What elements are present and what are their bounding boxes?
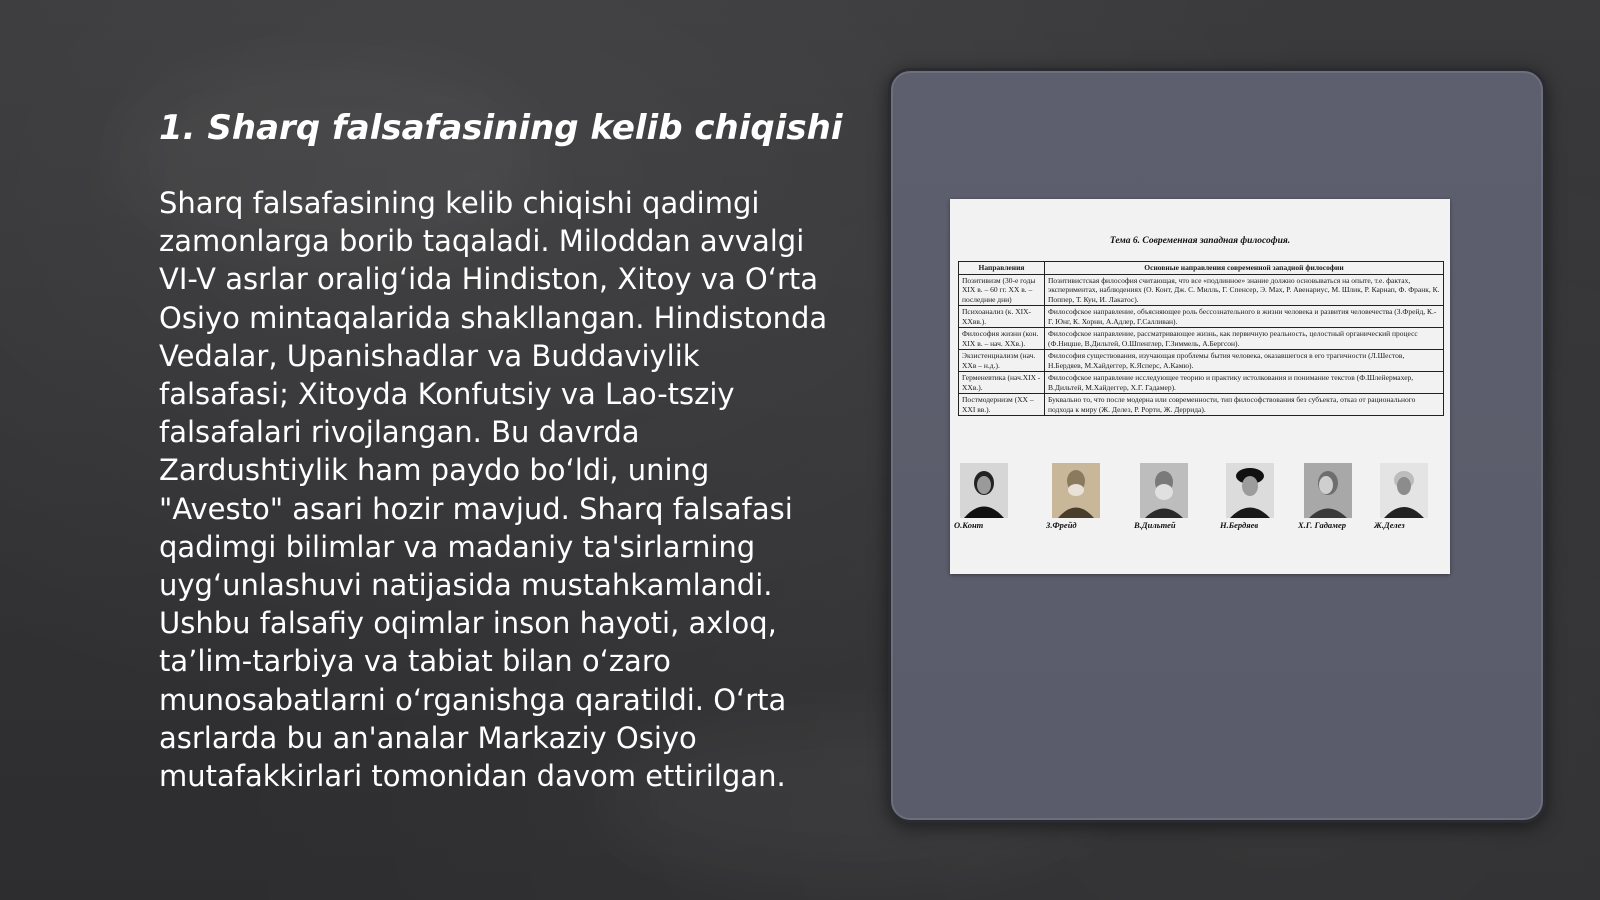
table-header: Направления <box>959 262 1045 275</box>
portrait-photo-icon <box>1304 463 1352 518</box>
portrait-caption: Н.Бердяев <box>1220 520 1259 530</box>
portrait <box>1046 463 1112 533</box>
table-cell-description: Философское направление, рассматривающее жизнь, как первичную реальность, целостный органический процесс (Ф.Ницше, В.Дильтей, О.Шпенглер, Г.Зиммель, А.Бергсон). <box>1045 328 1444 350</box>
portrait-caption: З.Фрейд <box>1046 520 1077 530</box>
table-cell-description: Позитивистская философия считающая, что все «подлинное» знание должно основываться на опыте, т.е. фактах, экспериментах, наблюдениях (О. Конт, Дж. С. Милль, Г. Спенсер, Э. Мах, Р. Авенариус, М. Шлик, Р. Карнап, Ф. Франк, К. Поппер, Т. Кун, И. Лакатос). <box>1045 274 1444 306</box>
table-cell-description: Философское направление исследующее теорию и практику истолкования и понимание текстов (Ф.Шлейермахер, В.Дильтей, М.Хайдеггер, Х.Г. Гадамер). <box>1045 372 1444 394</box>
slide-body-text: Sharq falsafasining kelib chiqishi qadimgi zamonlarga borib taqaladi. Miloddan avvalgi VI-V asrlar oralig‘ida Hindiston, Xitoy va O‘rta Osiyo mintaqalarida shakllangan. Hindistonda Vedalar, Upanishadlar va Buddaviylik falsafasi; Xitoyda Konfutsiy va Lao-tsziy falsafalari rivojlangan. Bu davrda Zardushtiylik ham paydo bo‘ldi, uning "Avesto" asari hozir mavjud. Sharq falsafasi qadimgi bilimlar va madaniy ta'sirlarning uyg‘unlashuvi natijasida mustahkamlandi. Ushbu falsafiy oqimlar inson hayoti, axloq, ta’lim-tarbiya va tabiat bilan o‘zaro munosabatlarni o‘rganishga qaratildi. O‘rta asrlarda bu an'analar Markaziy Osiyo mutafakkirlari tomonidan davom ettirilgan. <box>159 186 828 794</box>
document-title: Тема 6. Современная западная философия. <box>1109 236 1291 246</box>
document-image <box>950 199 1450 574</box>
table-row <box>959 350 1444 372</box>
table-row <box>959 372 1444 394</box>
table-row <box>959 394 1444 416</box>
table-cell-direction: Философия жизни (кон. XIX в. – нач. XXв.). <box>959 328 1045 350</box>
portrait <box>1374 463 1440 533</box>
table-row <box>959 328 1444 350</box>
portrait-caption: Х.Г. Гадамер <box>1298 520 1347 530</box>
slide-title: 1. Sharq falsafasining kelib chiqishi <box>159 108 843 148</box>
table-header: Основные направления современной западной философии <box>1045 262 1444 275</box>
table-cell-direction: Психоанализ (к. XIX-XXвв.). <box>959 306 1045 328</box>
portrait-caption: Ж.Делез <box>1374 520 1405 530</box>
table-row <box>959 306 1444 328</box>
table-cell-direction: Герменевтика (нач.XIX - XXв.). <box>959 372 1045 394</box>
portrait <box>954 463 1020 533</box>
table-header-row <box>959 262 1444 275</box>
table-cell-description: Философия существования, изучающая проблемы бытия человека, оказавшегося в его трагичности (Л.Шестов, Н.Бердяев, М.Хайдеггер, К.Ясперс, А.Камю). <box>1045 350 1444 372</box>
table-cell-direction: Экзистенциализм (нач. XXв – н.д.). <box>959 350 1045 372</box>
portrait <box>1220 463 1286 533</box>
portrait-caption: О.Конт <box>954 520 984 530</box>
portrait-photo-icon <box>960 463 1008 518</box>
table-cell-description: Философское направление, объясняющее роль бессознательного в жизни человека и развития человечества (З.Фрейд, К.-Г. Юнг, К. Хорни, А.Адлер, Г.Салливан). <box>1045 306 1444 328</box>
philosophy-table <box>958 261 1444 416</box>
table-cell-direction: Постмодернизм (XX – XXI вв.). <box>959 394 1045 416</box>
portrait-photo-icon <box>1380 463 1428 518</box>
portrait-caption: В.Дильтей <box>1134 520 1176 530</box>
portrait <box>1298 463 1364 533</box>
table-cell-description: Буквально то, что после модерна или современности, тип философствования без субъекта, отказ от рационального подхода к миру (Ж. Делез, Р. Рорти, Ж. Деррида). <box>1045 394 1444 416</box>
portrait <box>1134 463 1200 533</box>
table-cell-direction: Позитивизм (30-е годы XIX в. – 60 гг. XX в. – последние дни) <box>959 274 1045 306</box>
portrait-strip <box>956 463 1444 535</box>
portrait-photo-icon <box>1226 463 1274 518</box>
portrait-photo-icon <box>1052 463 1100 518</box>
table-row <box>959 274 1444 306</box>
portrait-photo-icon <box>1140 463 1188 518</box>
